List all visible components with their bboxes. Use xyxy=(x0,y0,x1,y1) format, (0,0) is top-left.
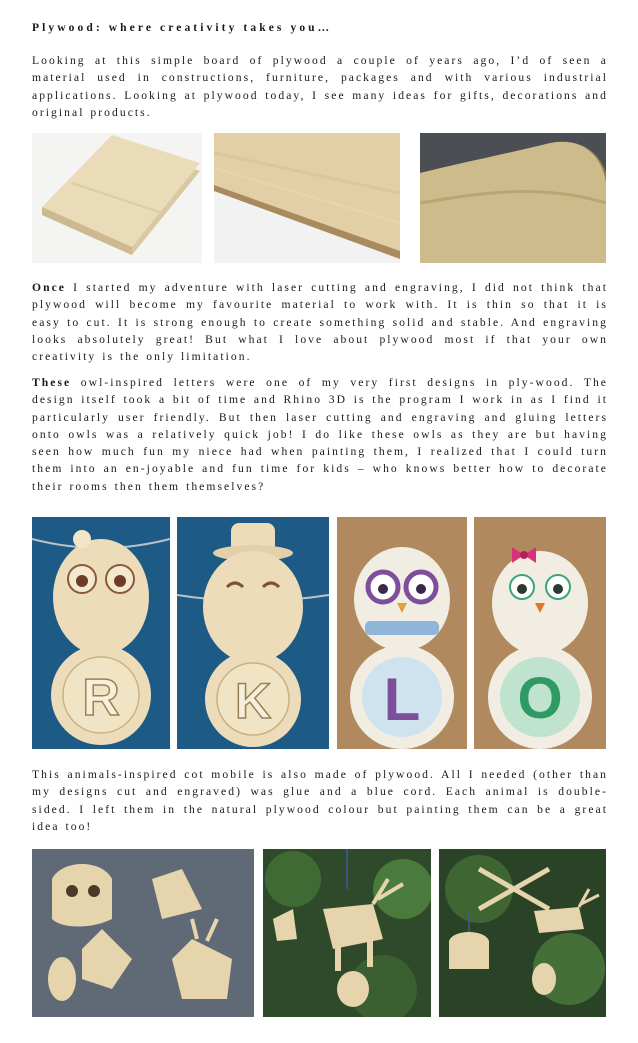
section-laser-cutting xyxy=(32,279,608,365)
cot-mobile-hanging-photo xyxy=(439,849,606,1017)
cot-mobile-animals-photo xyxy=(32,849,254,1017)
section-text: owl-inspired letters were one of my very first designs in ply-wood. The design itself took a bit of time and Rhino 3D is the program I work in as I find it particularly user friendly. But then laser cutting and engraving and gluing letters onto owls was a relatively quick job! I do like these owls as they are but having seen how much fun my niece had when painting them, I realized that I could turn them into an en-joyable and fun time for kids – who knows better how to decorate their rooms then them themselves? xyxy=(32,376,608,493)
section-owl-letters xyxy=(32,374,608,495)
cot-mobile-deer-photo xyxy=(263,849,431,1017)
plywood-edge-photo xyxy=(214,133,400,263)
owl-photo-l xyxy=(337,517,467,749)
section-cot-mobile: This animals-inspired cot mobile is also made of plywood. All I needed (other than my designs cut and engraved) was glue and a blue cord. Each animal is double-sided. I left them in the natural plywood colour but painting them can be a great idea too! xyxy=(32,768,608,833)
owl-photo-k xyxy=(177,517,329,749)
page-title: Plywood: where creativity takes you… xyxy=(32,22,333,34)
lead-word: These xyxy=(32,376,72,389)
plywood-board-photo xyxy=(32,133,202,263)
intro-paragraph: Looking at this simple board of plywood a couple of years ago, I’d of seen a material used in constructions, furniture, packages and with various industrial applications. Looking at plywood today, I see many ideas for gifts, decorations and original products. xyxy=(32,54,608,119)
section-text: I started my adventure with laser cutting and engraving, I did not think that plywood will become my favourite material to work with. It is thin so that it is easy to cut. It is strong enough to create something solid and stable. And engraving looks absolutely great! But what I love about plywood most if that your own creativity is the only limitation. xyxy=(32,281,608,364)
bent-plywood-photo xyxy=(420,133,606,263)
lead-word: Once xyxy=(32,281,66,294)
owl-letter-k: K xyxy=(234,673,272,729)
owl-letter-o: O xyxy=(517,666,563,731)
owl-photo-o xyxy=(474,517,606,749)
owl-photo-r xyxy=(32,517,170,749)
owl-letter-l: L xyxy=(383,666,421,733)
owl-letter-r: R xyxy=(82,669,120,727)
